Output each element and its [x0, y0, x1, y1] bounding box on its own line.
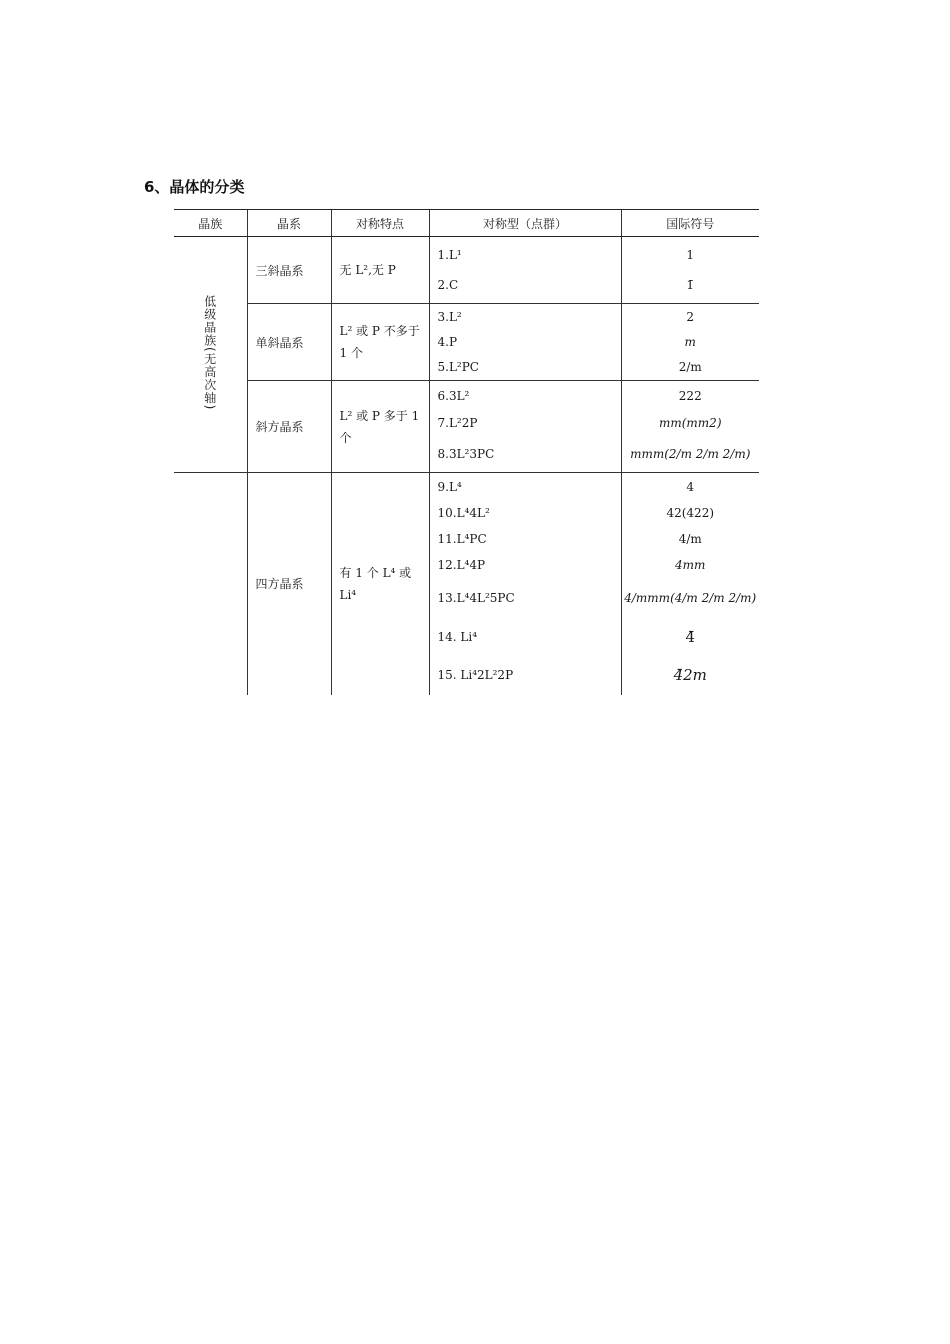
symbol-item: 1 — [686, 248, 695, 262]
symbol-item: mmm(2/m 2/m 2/m) — [630, 446, 751, 461]
point-group-item: 3.L² — [437, 310, 462, 324]
point-group-cell — [429, 381, 621, 473]
family-cell-middle — [174, 473, 247, 695]
table-row — [174, 381, 759, 473]
point-group-item: 7.L²2P — [437, 416, 478, 430]
table-row — [174, 473, 759, 695]
family-cell-low — [174, 237, 247, 473]
system-name: 单斜晶系 — [247, 304, 331, 381]
system-name: 斜方晶系 — [247, 381, 331, 473]
table-header-row — [174, 210, 759, 237]
symbol-item: 42(422) — [666, 505, 715, 520]
system-name: 四方晶系 — [247, 473, 331, 695]
point-group-item: 11.L⁴PC — [437, 531, 487, 546]
symbol-item: 222 — [678, 389, 702, 403]
point-group-item: 15. Li⁴2L²2P — [437, 667, 514, 682]
symbol-item: 4̄ — [685, 627, 696, 646]
symbol-item: 2 — [686, 310, 695, 324]
symmetry-feature: L² 或 P 不多于 1 个 — [331, 304, 429, 381]
point-group-cell — [429, 237, 621, 304]
symmetry-feature: L² 或 P 多于 1 个 — [331, 381, 429, 473]
header-system: 晶系 — [247, 210, 331, 237]
symbol-cell — [621, 237, 759, 304]
symmetry-feature: 有 1 个 L⁴ 或 Li⁴ — [331, 473, 429, 695]
point-group-item: 13.L⁴4L²5PC — [437, 590, 515, 605]
point-group-item: 5.L²PC — [437, 360, 479, 374]
section-heading: 6、晶体的分类 — [144, 178, 245, 196]
symbol-item: 4̄2m — [673, 665, 707, 684]
symbol-item: 2/m — [678, 360, 702, 374]
symbol-item: mm(mm2) — [658, 416, 722, 430]
symbol-item: 1̄ — [686, 278, 695, 292]
point-group-item: 12.L⁴4P — [437, 557, 486, 572]
symbol-cell — [621, 381, 759, 473]
point-group-item: 4.P — [437, 335, 458, 349]
header-feature: 对称特点 — [331, 210, 429, 237]
symbol-cell — [621, 304, 759, 381]
crystal-classification-table — [174, 209, 759, 695]
point-group-item: 9.L⁴ — [437, 479, 462, 494]
point-group-cell — [429, 473, 621, 695]
table-row — [174, 304, 759, 381]
point-group-item: 2.C — [437, 278, 459, 292]
point-group-item: 8.3L²3PC — [437, 446, 495, 461]
symbol-cell — [621, 473, 759, 695]
point-group-item: 1.L¹ — [437, 248, 462, 262]
point-group-cell — [429, 304, 621, 381]
header-family: 晶族 — [174, 210, 247, 237]
point-group-item: 6.3L² — [437, 389, 470, 403]
point-group-item: 10.L⁴4L² — [437, 505, 490, 520]
symmetry-feature: 无 L²,无 P — [331, 237, 429, 304]
header-intl-symbol: 国际符号 — [621, 210, 759, 237]
family-label: 低级晶族(无高次轴) — [202, 295, 217, 411]
point-group-item: 14. Li⁴ — [437, 629, 478, 644]
system-name: 三斜晶系 — [247, 237, 331, 304]
symbol-item: m — [684, 335, 696, 349]
header-point-group: 对称型（点群） — [429, 210, 621, 237]
table-row — [174, 237, 759, 304]
symbol-item: 4/mmm(4/m 2/m 2/m) — [624, 590, 757, 605]
symbol-item: 4mm — [675, 557, 706, 572]
symbol-item: 4/m — [678, 531, 702, 546]
symbol-item: 4 — [686, 479, 695, 494]
